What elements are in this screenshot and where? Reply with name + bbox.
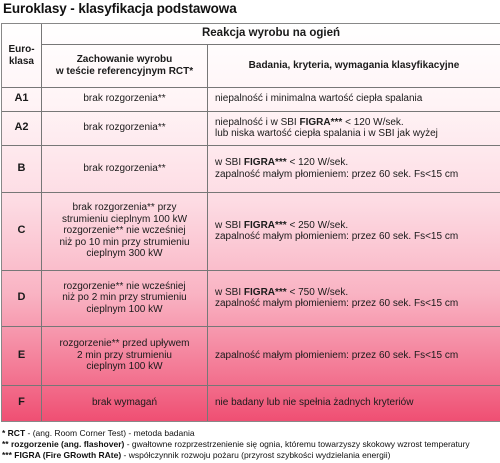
footnote <box>2 439 470 450</box>
rct-cell-line: niż po 2 min przy strumieniu <box>62 292 187 304</box>
rct-cell <box>42 270 207 326</box>
footnote-text: - współczynnik rozwoju pożaru (przyrost szybkości wydzielania energii) <box>121 450 391 460</box>
header-kryteria-line: Badania, kryteria, wymagania klasyfikacyjne <box>248 59 460 71</box>
class-cell-line: B <box>17 161 26 174</box>
footnote-text: - (ang. Room Corner Test) - metoda badania <box>25 428 195 438</box>
rct-cell-line: brak rozgorzenia** <box>83 162 166 174</box>
rct-cell-line: brak rozgorzenia** przy <box>72 202 177 214</box>
classification-table <box>1 23 500 422</box>
rct-cell-line: cieplnym 300 kW <box>86 248 163 260</box>
rct-cell <box>42 111 207 145</box>
rct-cell-line: brak rozgorzenia** <box>83 122 166 134</box>
column-divider <box>207 44 208 421</box>
rct-cell-line: 2 min przy strumieniu <box>76 349 172 361</box>
header-rct-line: w teście referencyjnym RCT* <box>55 65 194 77</box>
class-cell <box>2 145 41 192</box>
class-cell <box>2 87 41 111</box>
class-cell-line: C <box>17 224 26 237</box>
class-cell <box>2 192 41 270</box>
rct-cell-line: cieplnym 100 kW <box>86 303 163 315</box>
header-euroklasa-line: klasa <box>8 55 34 67</box>
rct-cell <box>42 192 207 270</box>
header-reakcja-line: Reakcja wyrobu na ogień <box>201 27 341 40</box>
rct-cell <box>42 326 207 385</box>
header-kryteria <box>208 44 500 87</box>
criteria-cell <box>215 385 498 421</box>
rct-cell-line: brak wymagań <box>91 397 158 409</box>
criteria-cell <box>215 87 498 111</box>
rct-cell-line: rozgorzenie** nie wcześniej <box>63 280 186 292</box>
rct-cell-line: brak rozgorzenia** <box>83 93 166 105</box>
criteria-cell <box>215 145 498 192</box>
footnote-text: - gwałtowne rozprzestrzenienie się ognia, któremu towarzyszy skokowy wzrost temperatury <box>124 439 470 449</box>
rct-cell <box>42 87 207 111</box>
class-cell <box>2 270 41 326</box>
class-cell-line: F <box>18 396 25 409</box>
rct-cell-line: cieplnym 100 kW <box>86 361 163 373</box>
rct-cell-line: strumieniu cieplnym 100 kW <box>61 213 188 225</box>
class-cell-line: D <box>17 291 26 304</box>
criteria-cell <box>215 192 498 270</box>
class-cell-line: A2 <box>14 121 29 134</box>
page-title: Euroklasy - klasyfikacja podstawowa <box>3 1 237 16</box>
footnote <box>2 428 470 439</box>
criteria-cell-line: zapalność małym płomieniem: przez 60 sek. Fs<15 cm <box>215 298 459 309</box>
footnotes <box>2 428 470 461</box>
class-cell-line: A1 <box>14 92 29 105</box>
criteria-cell-line: zapalność małym płomieniem: przez 60 sek. Fs<15 cm <box>215 231 459 242</box>
criteria-cell-line: zapalność małym płomieniem: przez 60 sek. Fs<15 cm <box>215 349 459 361</box>
header-euroklasa <box>2 24 41 87</box>
criteria-cell-line: zapalność małym płomieniem: przez 60 sek. Fs<15 cm <box>215 168 459 180</box>
rct-cell <box>42 145 207 192</box>
class-cell <box>2 326 41 385</box>
footnote-term: ** rozgorzenie (ang. flashover) <box>2 439 125 449</box>
footnote-term: * RCT <box>2 428 26 438</box>
rct-cell <box>42 385 207 421</box>
criteria-cell <box>215 270 498 326</box>
class-cell <box>2 385 41 421</box>
header-rct-line: Zachowanie wyrobu <box>76 54 173 65</box>
header-rct <box>42 44 207 87</box>
rct-cell-line: rozgorzenie** nie wcześniej <box>63 225 186 237</box>
criteria-cell-line: w SBI FIGRA*** < 250 W/sek. <box>215 219 349 231</box>
criteria-cell-line: w SBI FIGRA*** < 120 W/sek. <box>215 157 349 168</box>
criteria-cell-line: niepalność i minimalna wartość ciepła spalania <box>215 93 423 105</box>
class-cell-line: E <box>17 348 26 361</box>
criteria-cell-line: lub niska wartość ciepła spalania i w SBI jak wyżej <box>215 128 438 139</box>
header-reakcja <box>42 24 500 44</box>
rct-cell-line: rozgorzenie** przed upływem <box>59 338 190 350</box>
criteria-cell-line: w SBI FIGRA*** < 750 W/sek. <box>215 286 349 298</box>
criteria-cell-line: nie badany lub nie spełnia żadnych kryteriów <box>215 397 414 409</box>
rct-cell-line: niż po 10 min przy strumieniu <box>59 236 190 248</box>
footnote-term: *** FIGRA (Fire GRowth RAte) <box>2 450 122 460</box>
class-cell <box>2 111 41 145</box>
criteria-cell <box>215 326 498 385</box>
criteria-cell <box>215 111 498 145</box>
header-euroklasa-line: Euro- <box>8 44 35 55</box>
footnote <box>2 450 470 461</box>
criteria-cell-line: niepalność i w SBI FIGRA*** < 120 W/sek. <box>215 116 404 128</box>
